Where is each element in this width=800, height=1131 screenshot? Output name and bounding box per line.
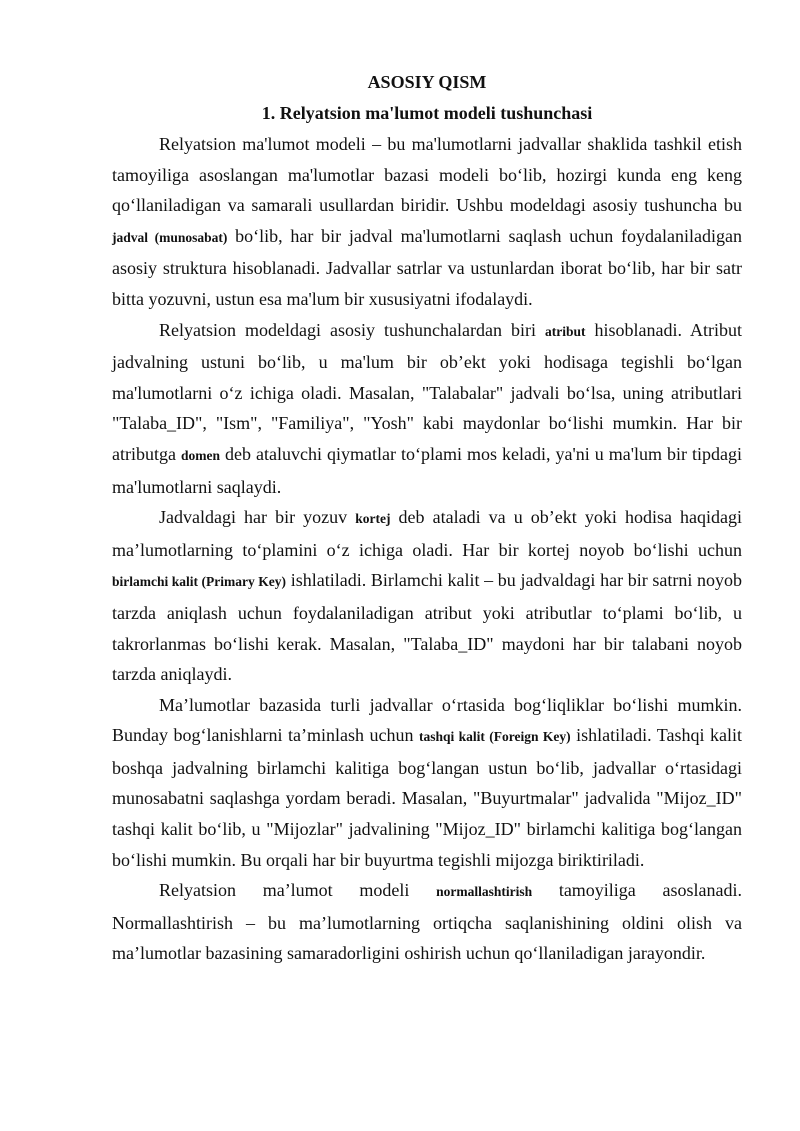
term-atribut: atribut xyxy=(544,323,586,339)
paragraph-text: Relyatsion modeldagi asosiy tushunchalardan biri xyxy=(159,319,545,340)
document-page xyxy=(112,70,742,969)
term-normallashtirish: normallashtirish xyxy=(436,884,533,900)
paragraph-text: deb ataladi va u ob’ekt yoki hodisa haqidagi ma’lumotlarning to‘plamini o‘z ichiga oladi. Har bir kortej noyob bo‘lishi uchun xyxy=(112,507,742,560)
paragraph-text: Jadvaldagi har bir yozuv xyxy=(159,507,356,528)
term-primary-key: birlamchi kalit (Primary Key) xyxy=(112,574,287,590)
paragraph-text: hisoblanadi. Atribut jadvalning ustuni bo‘lib, u ma'lum bir ob’ekt yoki hodisaga tegishli bo‘lgan ma'lumotlarni o‘z ichiga oladi. Masalan, "Talabalar" jadvali bo‘lsa, uning atributlari "Talaba_ID", "Ism", "Familiya", "Yosh" kabi maydonlar bo‘lishi mumkin. Har bir atributga xyxy=(112,319,742,464)
paragraph-2 xyxy=(112,315,742,503)
term-kortej: kortej xyxy=(355,511,391,527)
paragraph-text: Ma’lumotlar bazasida turli jadvallar o‘rtasida bog‘liqliklar bo‘lishi mumkin. Bunday bog‘lanishlarni ta’minlash uchun xyxy=(112,694,742,746)
paragraph-text: tamoyiliga asoslanadi. Normallashtirish – bu ma’lumotlarning ortiqcha saqlanishining oldini olish va ma’lumotlar bazasining samaradorligini oshirish uchun qo‘llaniladigan jarayondir. xyxy=(112,880,742,964)
paragraph-text: ishlatiladi. Birlamchi kalit – bu jadvaldagi har bir satrni noyob tarzda aniqlash uchun foydalaniladigan atribut yoki atributlar to‘plami bo‘lib, u takrorlanmas bo‘lishi kerak. Masalan, "Talaba_ID" maydoni har bir talabani noyob tarzda aniqlaydi. xyxy=(112,570,743,685)
paragraph-text: bo‘lib, har bir jadval ma'lumotlarni saqlash uchun foydalaniladigan asosiy struktura hisoblanadi. Jadvallar satrlar va ustunlardan iborat bo‘lib, har bir satr bitta yozuvni, ustun esa ma'lum bir xususiyatni ifodalaydi. xyxy=(112,225,742,309)
term-foreign-key: tashqi kalit (Foreign Key) xyxy=(418,729,571,745)
page-heading: ASOSIY QISM xyxy=(367,72,487,92)
paragraph-5 xyxy=(112,875,742,969)
paragraph-3 xyxy=(112,502,742,690)
paragraph-text: ishlatiladi. Tashqi kalit boshqa jadvalning birlamchi kalitiga bog‘langan ustun bo‘lib, jadvallar o‘rtasidagi munosabatni saqlashga yordam beradi. Masalan, "Buyurtmalar" jadvalida "Mijoz_ID" tashqi kalit bo‘lib, u "Mijozlar" jadvalining "Mijoz_ID" birlamchi kalitiga bog‘langan bo‘lishi mumkin. Bu orqali har bir buyurtma tegishli mijozga biriktiriladi. xyxy=(112,725,742,870)
term-domen: domen xyxy=(181,447,221,463)
paragraph-text: Relyatsion ma'lumot modeli – bu ma'lumotlarni jadvallar shaklida tashkil etish tamoyiliga asoslangan ma'lumotlar bazasi modeli bo‘lib, hozirgi kunda eng keng qo‘llaniladigan va samarali usullardan biridir. Ushbu modeldagi asosiy tushuncha bu xyxy=(112,134,742,216)
paragraph-text: deb ataluvchi qiymatlar to‘plami mos keladi, ya'ni u ma'lum bir tipdagi ma'lumotlarni saqlaydi. xyxy=(112,443,742,497)
paragraph-4 xyxy=(112,690,742,876)
term-jadval: jadval (munosabat) xyxy=(112,229,228,245)
section-title: 1. Relyatsion ma'lumot modeli tushunchasi xyxy=(261,103,593,123)
paragraph-1 xyxy=(112,129,742,315)
paragraph-text: Relyatsion ma’lumot modeli xyxy=(159,880,437,901)
